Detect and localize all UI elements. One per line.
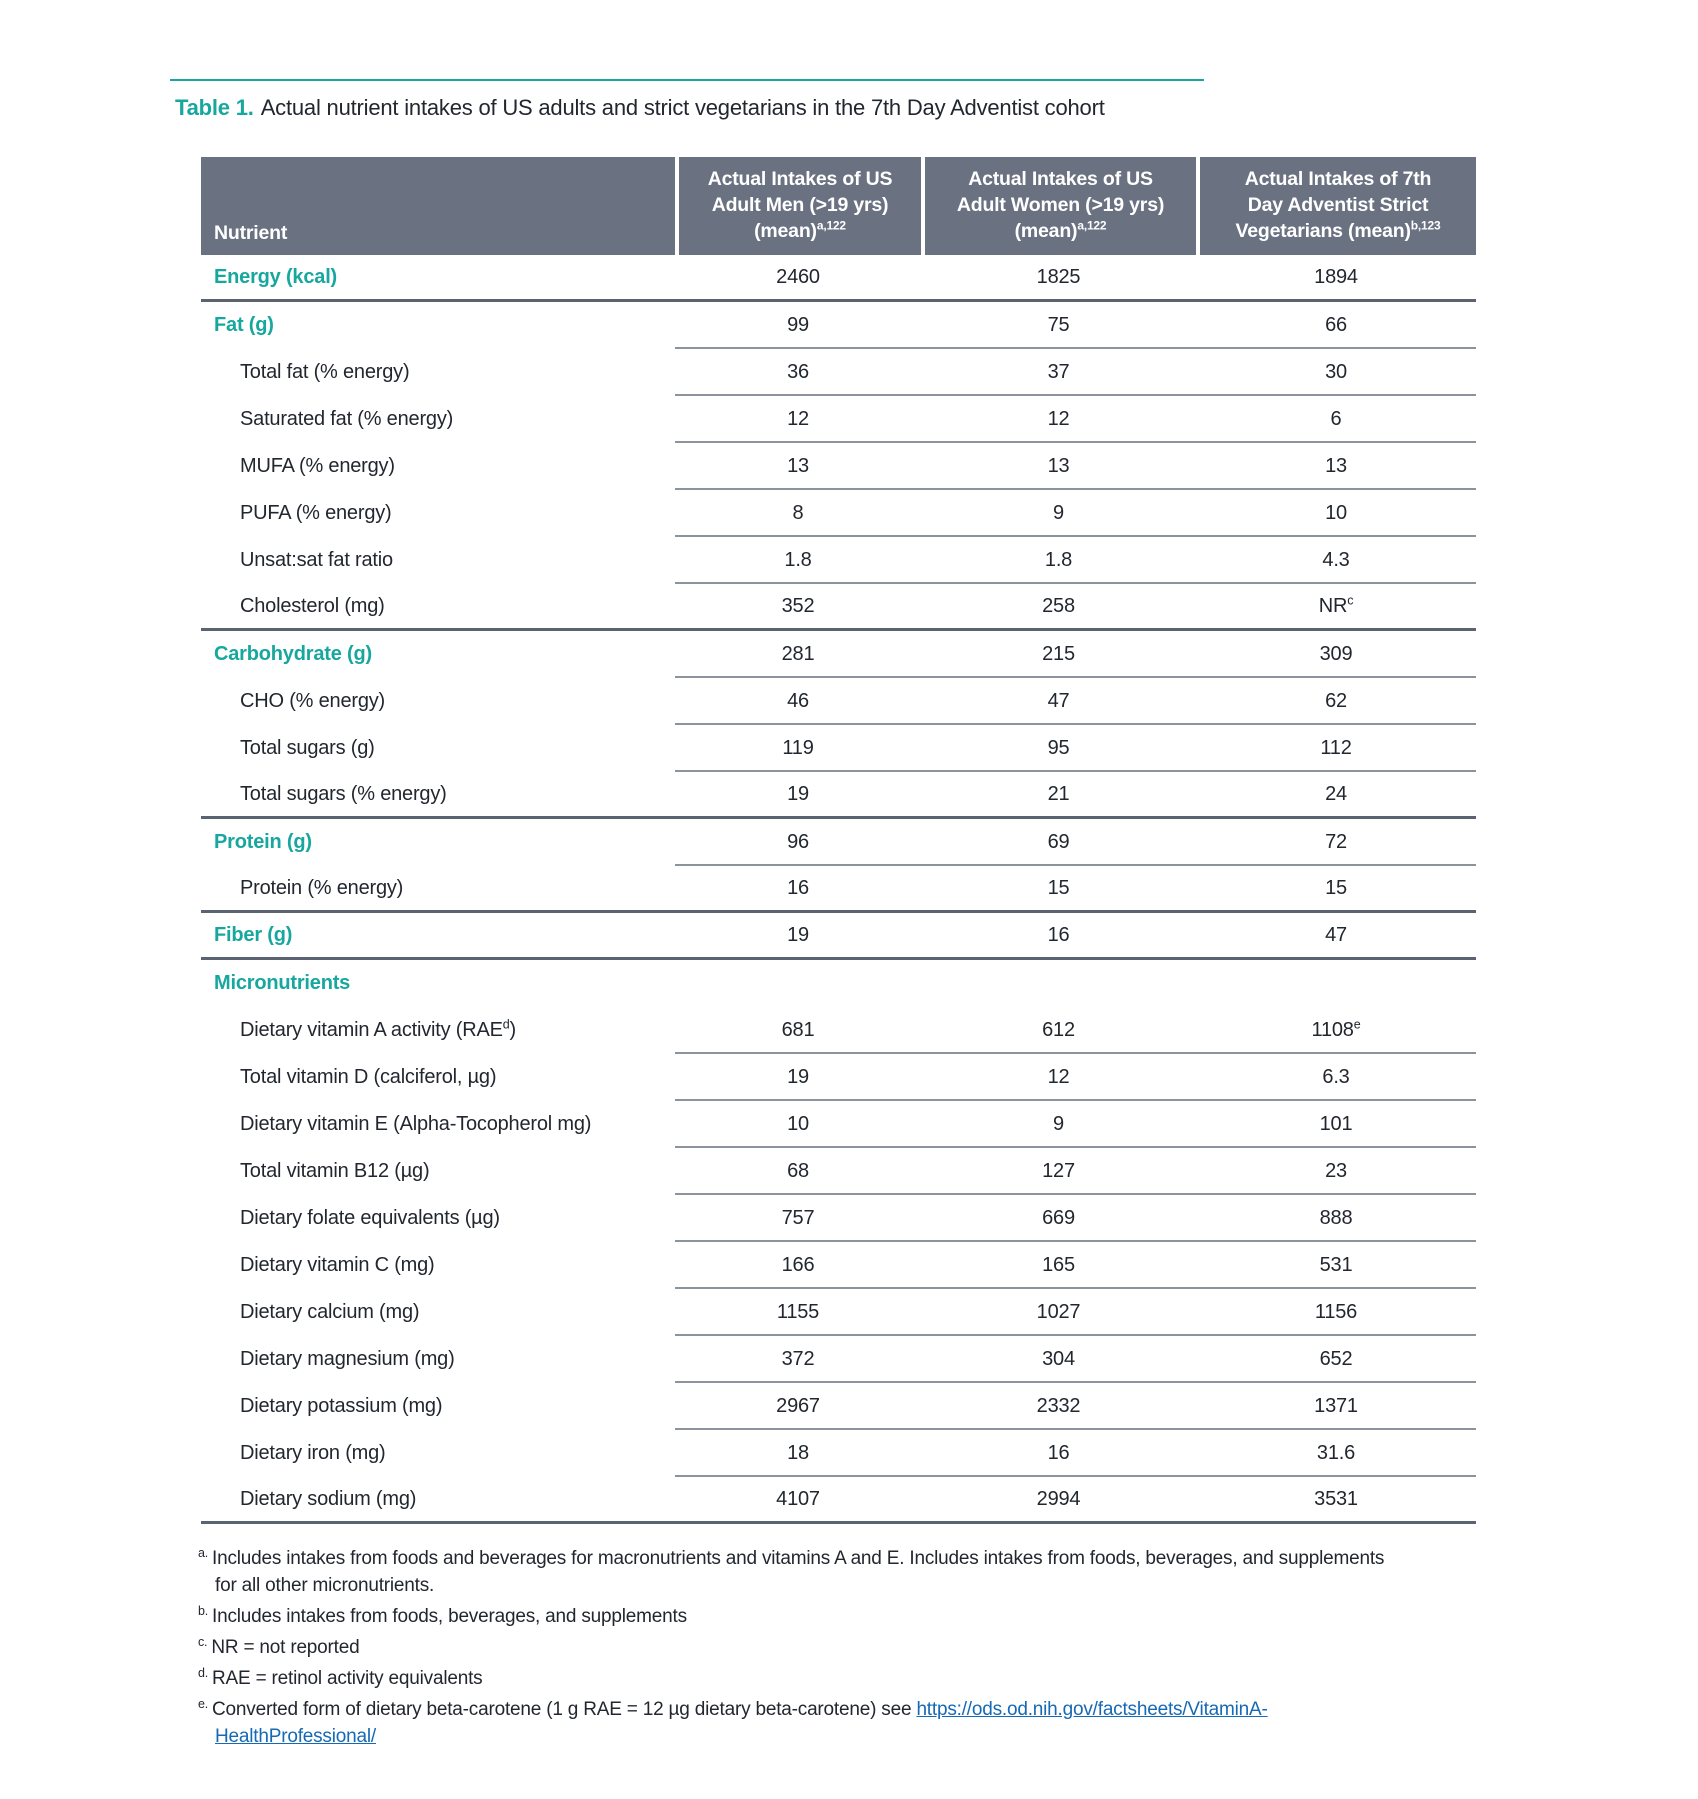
table-header-row bbox=[201, 157, 1476, 255]
row-value: 96 bbox=[787, 831, 809, 853]
row-value: 757 bbox=[781, 1207, 815, 1229]
table-row bbox=[201, 772, 1476, 819]
row-value: 888 bbox=[1319, 1207, 1353, 1229]
row-label: Energy (kcal) bbox=[214, 265, 338, 288]
row-value: 30 bbox=[1325, 361, 1347, 383]
row-value: 3531 bbox=[1314, 1487, 1358, 1510]
table-row bbox=[201, 1101, 1476, 1148]
column-header-men bbox=[675, 157, 921, 255]
row-label: Dietary sodium (mg) bbox=[240, 1487, 417, 1510]
row-value: 6 bbox=[1330, 408, 1342, 430]
row-value: 31.6 bbox=[1316, 1442, 1356, 1464]
row-value: 95 bbox=[1047, 737, 1070, 759]
row-label: Dietary vitamin A activity (RAE$^d$) bbox=[240, 1017, 516, 1041]
row-label: Saturated fat (% energy) bbox=[240, 408, 454, 430]
table-row bbox=[201, 1054, 1476, 1101]
row-label: Dietary magnesium (mg) bbox=[240, 1348, 455, 1370]
table-row bbox=[201, 537, 1476, 584]
row-value: 1156 bbox=[1314, 1301, 1358, 1323]
row-value: 46 bbox=[787, 690, 809, 712]
row-value: 372 bbox=[781, 1348, 815, 1370]
footnote-marker: a. bbox=[198, 1545, 209, 1560]
table-row bbox=[201, 819, 1476, 866]
table-row bbox=[201, 1242, 1476, 1289]
row-value: 2994 bbox=[1036, 1487, 1081, 1510]
row-value: 47 bbox=[1325, 923, 1347, 946]
footnote-text: Includes intakes from foods and beverages for macronutrients and vitamins A and E. Includes intakes from foods, beverages, and supplements for all other micronutrients. bbox=[212, 1548, 1385, 1596]
header-line: Adult Men (>19 yrs) bbox=[711, 194, 889, 216]
row-value: 23 bbox=[1325, 1160, 1347, 1182]
row-value: 72 bbox=[1325, 831, 1347, 853]
row-label: Dietary folate equivalents (µg) bbox=[240, 1207, 500, 1229]
label-superscript: d bbox=[502, 1017, 510, 1032]
row-value: 1108e bbox=[1311, 1017, 1361, 1041]
row-value: 16 bbox=[787, 876, 809, 899]
row-label: Fiber (g) bbox=[214, 923, 293, 946]
row-label: Unsat:sat fat ratio bbox=[240, 549, 393, 571]
footnote-text: Converted form of dietary beta-carotene (1 g RAE = 12 µg dietary beta-carotene) see bbox=[212, 1699, 917, 1720]
row-value: 304 bbox=[1042, 1348, 1075, 1370]
header-line: Vegetarians (mean)$^{b,123}$ bbox=[1235, 218, 1441, 242]
footnote-marker: e. bbox=[198, 1696, 209, 1711]
table-row bbox=[201, 725, 1476, 772]
row-value: 13 bbox=[1047, 455, 1070, 477]
row-label: Micronutrients bbox=[214, 972, 351, 994]
row-label: Dietary vitamin C (mg) bbox=[240, 1254, 435, 1276]
row-value: 112 bbox=[1320, 737, 1352, 759]
row-value: 15 bbox=[1047, 876, 1070, 899]
footnote-text: RAE = retinol activity equivalents bbox=[212, 1668, 483, 1689]
value-superscript: c bbox=[1347, 592, 1354, 607]
footnote-marker: b. bbox=[198, 1603, 209, 1618]
row-value: 309 bbox=[1319, 643, 1353, 665]
nutrient-table bbox=[201, 157, 1476, 1524]
header-line: Adult Women (>19 yrs) bbox=[956, 194, 1165, 216]
header-superscript: a,122 bbox=[1077, 218, 1107, 233]
table-caption-text: Actual nutrient intakes of US adults and strict vegetarians in the 7th Day Adventist cohort bbox=[260, 95, 1105, 120]
footnote-d bbox=[198, 1665, 1398, 1692]
row-value: 1371 bbox=[1314, 1395, 1358, 1417]
row-value: 6.3 bbox=[1322, 1066, 1350, 1088]
row-value: 10 bbox=[1325, 502, 1347, 524]
table-row bbox=[201, 1289, 1476, 1336]
footnote-text: NR = not reported bbox=[211, 1637, 360, 1658]
row-value: 215 bbox=[1042, 643, 1075, 665]
row-value: 352 bbox=[781, 594, 815, 617]
row-label: Fat (g) bbox=[214, 314, 274, 336]
row-value: 13 bbox=[1325, 455, 1347, 477]
row-value: 12 bbox=[1047, 1066, 1070, 1088]
column-header-nutrient-label: Nutrient bbox=[214, 222, 288, 244]
row-value: 13 bbox=[787, 455, 809, 477]
row-value: 21 bbox=[1047, 782, 1070, 805]
table-row bbox=[201, 1430, 1476, 1477]
row-label: Total vitamin B12 (µg) bbox=[240, 1160, 430, 1182]
footnote-c bbox=[198, 1634, 1398, 1661]
row-value: 1.8 bbox=[1044, 549, 1073, 571]
row-value: 19 bbox=[787, 923, 809, 946]
row-value: 681 bbox=[781, 1019, 815, 1041]
table-row bbox=[201, 960, 1476, 1007]
row-label: Dietary calcium (mg) bbox=[240, 1301, 420, 1323]
row-value: 2967 bbox=[776, 1395, 820, 1417]
table-row bbox=[201, 1336, 1476, 1383]
header-line: (mean)$^{a,122}$ bbox=[754, 218, 846, 242]
table-row bbox=[201, 349, 1476, 396]
footnote-text: Includes intakes from foods, beverages, and supplements bbox=[212, 1606, 687, 1627]
row-value: 281 bbox=[781, 643, 815, 665]
footnotes bbox=[198, 1545, 1398, 1750]
row-value: 1825 bbox=[1036, 265, 1081, 288]
column-header-women bbox=[921, 157, 1196, 255]
footnote-marker: d. bbox=[198, 1665, 209, 1680]
row-value: 1.8 bbox=[784, 549, 812, 571]
row-value: 669 bbox=[1042, 1207, 1075, 1229]
table-row bbox=[201, 1477, 1476, 1524]
row-value: 652 bbox=[1319, 1348, 1353, 1370]
row-value: 258 bbox=[1042, 594, 1075, 617]
row-value: 2332 bbox=[1036, 1395, 1081, 1417]
header-line: Actual Intakes of US bbox=[707, 168, 893, 190]
row-value: 12 bbox=[1047, 408, 1070, 430]
table-row bbox=[201, 302, 1476, 349]
footnote-marker: c. bbox=[198, 1634, 208, 1649]
footnote-a bbox=[198, 1545, 1398, 1599]
header-line: Actual Intakes of US bbox=[968, 168, 1153, 190]
row-value: 75 bbox=[1047, 314, 1070, 336]
row-value: 101 bbox=[1319, 1113, 1353, 1135]
row-value: 4107 bbox=[776, 1487, 820, 1510]
header-line: Day Adventist Strict bbox=[1247, 194, 1429, 216]
row-label: Total sugars (g) bbox=[240, 737, 375, 759]
row-label: Total sugars (% energy) bbox=[240, 782, 447, 805]
table-row bbox=[201, 1007, 1476, 1054]
table-row bbox=[201, 866, 1476, 913]
footnote-e bbox=[198, 1696, 1398, 1750]
table-row bbox=[201, 584, 1476, 631]
row-label: Cholesterol (mg) bbox=[240, 594, 385, 617]
header-line: Actual Intakes of 7th bbox=[1244, 168, 1432, 190]
row-label: Dietary iron (mg) bbox=[240, 1442, 386, 1464]
row-label: PUFA (% energy) bbox=[240, 502, 392, 524]
table-caption-label: Table 1. bbox=[175, 95, 254, 120]
row-label: Dietary vitamin E (Alpha-Tocopherol mg) bbox=[240, 1113, 592, 1135]
row-value: 612 bbox=[1042, 1019, 1075, 1041]
row-value: 18 bbox=[787, 1442, 809, 1464]
row-value: 119 bbox=[782, 737, 814, 759]
footnote-b bbox=[198, 1603, 1398, 1630]
row-value: 24 bbox=[1325, 782, 1347, 805]
row-value: 47 bbox=[1047, 690, 1070, 712]
row-value: 19 bbox=[787, 1066, 809, 1088]
row-value: 4.3 bbox=[1322, 549, 1350, 571]
row-label: Protein (g) bbox=[214, 831, 312, 853]
row-label: MUFA (% energy) bbox=[240, 455, 395, 477]
row-value: 15 bbox=[1325, 876, 1347, 899]
row-value: 37 bbox=[1047, 361, 1070, 383]
row-label: Total fat (% energy) bbox=[240, 361, 410, 383]
table-row bbox=[201, 913, 1476, 960]
row-value: 1155 bbox=[776, 1301, 820, 1323]
row-value: 12 bbox=[787, 408, 809, 430]
column-header-nutrient bbox=[201, 157, 675, 255]
column-header-vegetarians bbox=[1196, 157, 1476, 255]
row-value: 127 bbox=[1042, 1160, 1075, 1182]
row-value: 99 bbox=[787, 314, 809, 336]
table-body bbox=[201, 255, 1476, 1524]
row-label: Protein (% energy) bbox=[240, 876, 404, 899]
table-row bbox=[201, 255, 1476, 302]
header-superscript: b,123 bbox=[1410, 218, 1441, 233]
row-value: 9 bbox=[1053, 502, 1064, 524]
row-value: 68 bbox=[787, 1160, 809, 1182]
header-superscript: a,122 bbox=[816, 218, 846, 233]
table-row bbox=[201, 1195, 1476, 1242]
row-value: 166 bbox=[781, 1254, 815, 1276]
row-label: Dietary potassium (mg) bbox=[240, 1395, 443, 1417]
row-value: 69 bbox=[1047, 831, 1070, 853]
row-value: 10 bbox=[787, 1113, 809, 1135]
row-value: $NR^c$ bbox=[1318, 592, 1354, 617]
row-label: Carbohydrate (g) bbox=[214, 643, 372, 665]
row-label: CHO (% energy) bbox=[240, 690, 386, 712]
row-value: 9 bbox=[1053, 1113, 1064, 1135]
row-value: 1027 bbox=[1036, 1301, 1081, 1323]
row-value: 165 bbox=[1042, 1254, 1075, 1276]
header-line: (mean)$^{a,122}$ bbox=[1014, 218, 1107, 242]
vitamin-a-factsheet-link[interactable]: https://ods.od.nih.gov/factsheets/VitaminA-HealthProfessional/ bbox=[215, 1699, 1268, 1747]
table-row bbox=[201, 443, 1476, 490]
table-row bbox=[201, 1148, 1476, 1195]
row-value: 62 bbox=[1325, 690, 1347, 712]
table-title bbox=[175, 95, 1698, 121]
row-value: 66 bbox=[1325, 314, 1347, 336]
row-value: 2460 bbox=[776, 265, 820, 288]
value-superscript: e bbox=[1353, 1017, 1361, 1032]
table-row bbox=[201, 678, 1476, 725]
title-rule bbox=[170, 79, 1204, 81]
row-label: Total vitamin D (calciferol, µg) bbox=[240, 1066, 497, 1088]
table-row bbox=[201, 396, 1476, 443]
row-value: 8 bbox=[792, 502, 804, 524]
row-value: 16 bbox=[1047, 923, 1070, 946]
row-value: 19 bbox=[787, 782, 809, 805]
table-row bbox=[201, 631, 1476, 678]
table-row bbox=[201, 490, 1476, 537]
row-value: 36 bbox=[787, 361, 809, 383]
row-value: 16 bbox=[1047, 1442, 1070, 1464]
row-value: 1894 bbox=[1314, 265, 1358, 288]
row-value: 531 bbox=[1319, 1254, 1353, 1276]
table-row bbox=[201, 1383, 1476, 1430]
